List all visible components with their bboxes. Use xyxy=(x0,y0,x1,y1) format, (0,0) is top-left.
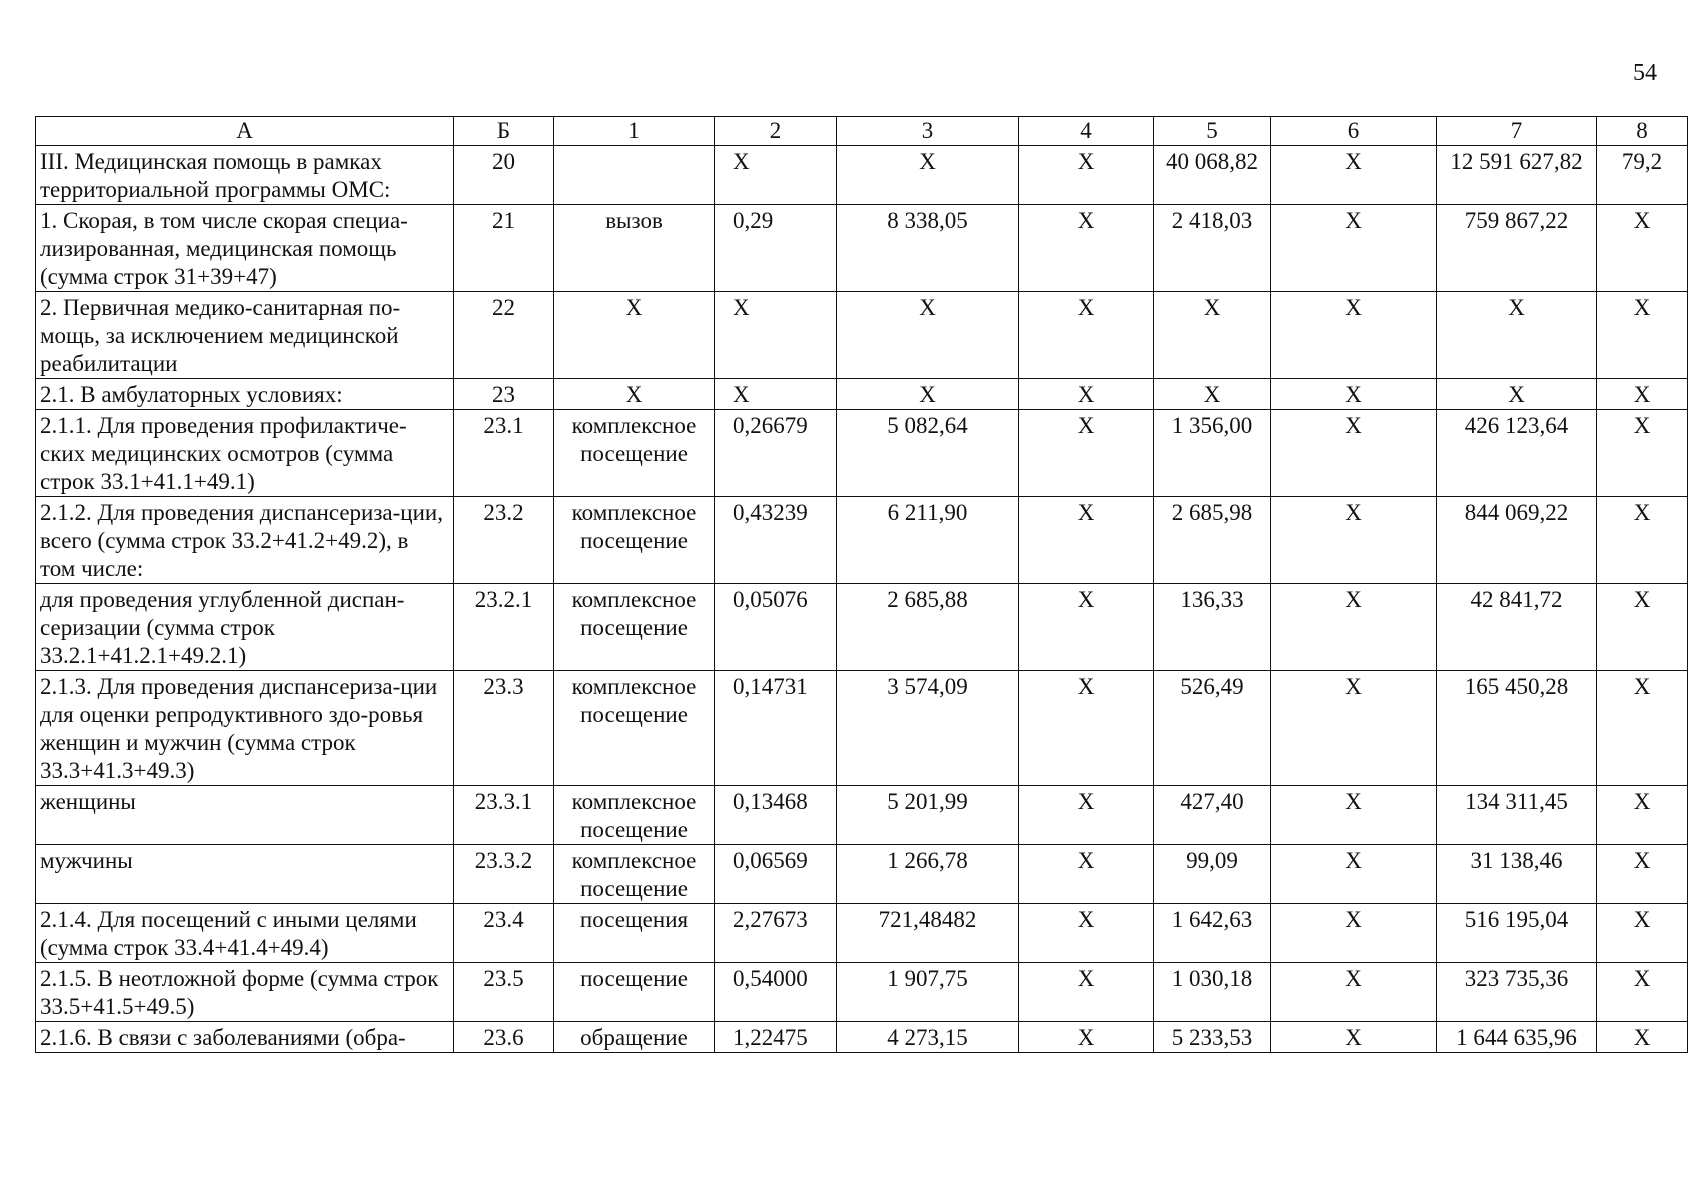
table-row xyxy=(36,671,1688,786)
table-cell: Х xyxy=(837,379,1019,410)
table-cell: комплексное посещение xyxy=(554,584,715,671)
table-cell: 23.3.2 xyxy=(454,845,554,904)
table-cell: 1,22475 xyxy=(715,1022,837,1053)
table-cell: 759 867,22 xyxy=(1437,205,1597,292)
column-header: 7 xyxy=(1437,117,1597,146)
column-header: 5 xyxy=(1154,117,1271,146)
table-cell: 427,40 xyxy=(1154,786,1271,845)
table-cell: 12 591 627,82 xyxy=(1437,146,1597,205)
table-cell: 2.1.6. В связи с заболеваниями (обра- xyxy=(36,1022,454,1053)
table-cell: Х xyxy=(1597,845,1688,904)
table-cell: 99,09 xyxy=(1154,845,1271,904)
table-cell: Х xyxy=(1019,410,1154,497)
table-row xyxy=(36,497,1688,584)
table-cell: 5 082,64 xyxy=(837,410,1019,497)
table-cell: 165 450,28 xyxy=(1437,671,1597,786)
table-cell: 844 069,22 xyxy=(1437,497,1597,584)
table-cell: Х xyxy=(1271,205,1437,292)
column-header: 6 xyxy=(1271,117,1437,146)
table-row xyxy=(36,146,1688,205)
table-cell: 0,14731 xyxy=(715,671,837,786)
table-cell xyxy=(554,146,715,205)
table-cell: комплексное посещение xyxy=(554,410,715,497)
header-row xyxy=(36,117,1688,146)
table-cell: вызов xyxy=(554,205,715,292)
table-cell: Х xyxy=(1597,410,1688,497)
table-row xyxy=(36,845,1688,904)
table-cell: обращение xyxy=(554,1022,715,1053)
table-cell: 1 356,00 xyxy=(1154,410,1271,497)
table-cell: 4 273,15 xyxy=(837,1022,1019,1053)
table-cell: 23.5 xyxy=(454,963,554,1022)
table-cell: Х xyxy=(1019,292,1154,379)
table-cell: 5 233,53 xyxy=(1154,1022,1271,1053)
table-cell: 5 201,99 xyxy=(837,786,1019,845)
table-cell: Х xyxy=(1597,786,1688,845)
column-header: 1 xyxy=(554,117,715,146)
table-cell: Х xyxy=(1437,292,1597,379)
table-cell: Х xyxy=(1271,497,1437,584)
table-cell: 136,33 xyxy=(1154,584,1271,671)
table-cell: 23.3.1 xyxy=(454,786,554,845)
table-cell: 21 xyxy=(454,205,554,292)
table-cell: 1 266,78 xyxy=(837,845,1019,904)
column-header: А xyxy=(36,117,454,146)
table-cell: 1 907,75 xyxy=(837,963,1019,1022)
table-cell: 2.1.5. В неотложной форме (сумма строк 33.5+41.5+49.5) xyxy=(36,963,454,1022)
table-cell: 6 211,90 xyxy=(837,497,1019,584)
table-cell: Х xyxy=(1019,786,1154,845)
table-cell: 426 123,64 xyxy=(1437,410,1597,497)
table-cell: комплексное посещение xyxy=(554,845,715,904)
table-cell: Х xyxy=(1597,205,1688,292)
table-cell: Х xyxy=(1271,410,1437,497)
table-cell: 526,49 xyxy=(1154,671,1271,786)
table-cell: Х xyxy=(1271,904,1437,963)
table-row xyxy=(36,963,1688,1022)
table-cell: 2 418,03 xyxy=(1154,205,1271,292)
table-cell: Х xyxy=(1019,146,1154,205)
table-row xyxy=(36,292,1688,379)
table-row xyxy=(36,379,1688,410)
table-cell: Х xyxy=(1271,584,1437,671)
table-cell: Х xyxy=(1271,845,1437,904)
table-cell: 2,27673 xyxy=(715,904,837,963)
table-cell: Х xyxy=(837,146,1019,205)
table-row xyxy=(36,205,1688,292)
table-cell: 0,43239 xyxy=(715,497,837,584)
table-cell: Х xyxy=(1271,963,1437,1022)
table-cell: 79,2 xyxy=(1597,146,1688,205)
table-cell: комплексное посещение xyxy=(554,671,715,786)
table-cell: Х xyxy=(1019,904,1154,963)
table-row xyxy=(36,904,1688,963)
data-table xyxy=(35,116,1688,1053)
table-cell: 23.2.1 xyxy=(454,584,554,671)
table-cell: Х xyxy=(1597,671,1688,786)
table-cell: 0,05076 xyxy=(715,584,837,671)
table-cell: Х xyxy=(1597,963,1688,1022)
table-cell: 1 644 635,96 xyxy=(1437,1022,1597,1053)
table-cell: 0,06569 xyxy=(715,845,837,904)
table-cell: Х xyxy=(1597,379,1688,410)
table-cell: 31 138,46 xyxy=(1437,845,1597,904)
table-cell: 23.4 xyxy=(454,904,554,963)
table-cell: Х xyxy=(1019,584,1154,671)
table-cell: Х xyxy=(1019,671,1154,786)
table-cell: Х xyxy=(1154,379,1271,410)
table-cell: Х xyxy=(1597,497,1688,584)
table-cell: посещения xyxy=(554,904,715,963)
table-cell: Х xyxy=(1154,292,1271,379)
page-number: 54 xyxy=(1633,60,1657,86)
table-cell: для проведения углубленной диспан-серизации (сумма строк 33.2.1+41.2.1+49.2.1) xyxy=(36,584,454,671)
table-cell: 2.1.3. Для проведения диспансериза-ции для оценки репродуктивного здо-ровья женщин и мужчин (сумма строк 33.3+41.3+49.3) xyxy=(36,671,454,786)
table-cell: Х xyxy=(1271,379,1437,410)
table-cell: 2.1. В амбулаторных условиях: xyxy=(36,379,454,410)
table-cell: женщины xyxy=(36,786,454,845)
table-cell: 3 574,09 xyxy=(837,671,1019,786)
table-cell: Х xyxy=(1019,497,1154,584)
table-cell: посещение xyxy=(554,963,715,1022)
table-body xyxy=(36,146,1688,1053)
table-header xyxy=(36,117,1688,146)
table-cell: 23 xyxy=(454,379,554,410)
table-cell: Х xyxy=(1437,379,1597,410)
table-cell: 516 195,04 xyxy=(1437,904,1597,963)
table-row xyxy=(36,786,1688,845)
table-cell: Х xyxy=(1271,786,1437,845)
table-cell: 23.3 xyxy=(454,671,554,786)
table-cell: 20 xyxy=(454,146,554,205)
table-cell: Х xyxy=(1597,904,1688,963)
table-cell: Х xyxy=(1597,1022,1688,1053)
table-cell: 0,13468 xyxy=(715,786,837,845)
table-cell: Х xyxy=(1019,845,1154,904)
column-header: Б xyxy=(454,117,554,146)
table-row xyxy=(36,584,1688,671)
column-header: 3 xyxy=(837,117,1019,146)
table-cell: 134 311,45 xyxy=(1437,786,1597,845)
table-cell: Х xyxy=(837,292,1019,379)
table-cell: III. Медицинская помощь в рамках территориальной программы ОМС: xyxy=(36,146,454,205)
table-cell: мужчины xyxy=(36,845,454,904)
table-cell: 1 642,63 xyxy=(1154,904,1271,963)
table-cell: 40 068,82 xyxy=(1154,146,1271,205)
table-cell: Х xyxy=(1271,671,1437,786)
table-cell: 0,29 xyxy=(715,205,837,292)
table-cell: 2 685,88 xyxy=(837,584,1019,671)
table-cell: 1. Скорая, в том числе скорая специа-лизированная, медицинская помощь (сумма строк 31+39+47) xyxy=(36,205,454,292)
table-cell: 0,26679 xyxy=(715,410,837,497)
table-cell: Х xyxy=(554,379,715,410)
column-header: 8 xyxy=(1597,117,1688,146)
table-cell: 22 xyxy=(454,292,554,379)
table-cell: 23.2 xyxy=(454,497,554,584)
table-cell: 42 841,72 xyxy=(1437,584,1597,671)
table-cell: Х xyxy=(554,292,715,379)
table-cell: 23.6 xyxy=(454,1022,554,1053)
table-cell: 2 685,98 xyxy=(1154,497,1271,584)
table-cell: Х xyxy=(715,146,837,205)
table-cell: Х xyxy=(1019,205,1154,292)
table-cell: 2.1.1. Для проведения профилактиче-ских медицинских осмотров (сумма строк 33.1+41.1+49.1) xyxy=(36,410,454,497)
table-cell: Х xyxy=(1019,1022,1154,1053)
table-cell: Х xyxy=(1271,292,1437,379)
table-cell: 0,54000 xyxy=(715,963,837,1022)
table-cell: 721,48482 xyxy=(837,904,1019,963)
table-cell: комплексное посещение xyxy=(554,497,715,584)
table-cell: 2.1.4. Для посещений с иными целями (сумма строк 33.4+41.4+49.4) xyxy=(36,904,454,963)
table-cell: 1 030,18 xyxy=(1154,963,1271,1022)
column-header: 2 xyxy=(715,117,837,146)
table-cell: Х xyxy=(1597,292,1688,379)
table-cell: 2. Первичная медико-санитарная по-мощь, за исключением медицинской реабилитации xyxy=(36,292,454,379)
table-cell: 323 735,36 xyxy=(1437,963,1597,1022)
table-cell: 23.1 xyxy=(454,410,554,497)
table-cell: Х xyxy=(1597,584,1688,671)
table-row xyxy=(36,410,1688,497)
table-cell: комплексное посещение xyxy=(554,786,715,845)
table-cell: Х xyxy=(715,379,837,410)
table-row xyxy=(36,1022,1688,1053)
table-cell: 8 338,05 xyxy=(837,205,1019,292)
table-cell: Х xyxy=(1271,146,1437,205)
table-cell: Х xyxy=(715,292,837,379)
table-cell: 2.1.2. Для проведения диспансериза-ции, всего (сумма строк 33.2+41.2+49.2), в том числе: xyxy=(36,497,454,584)
column-header: 4 xyxy=(1019,117,1154,146)
table-cell: Х xyxy=(1019,379,1154,410)
table-cell: Х xyxy=(1271,1022,1437,1053)
table-cell: Х xyxy=(1019,963,1154,1022)
